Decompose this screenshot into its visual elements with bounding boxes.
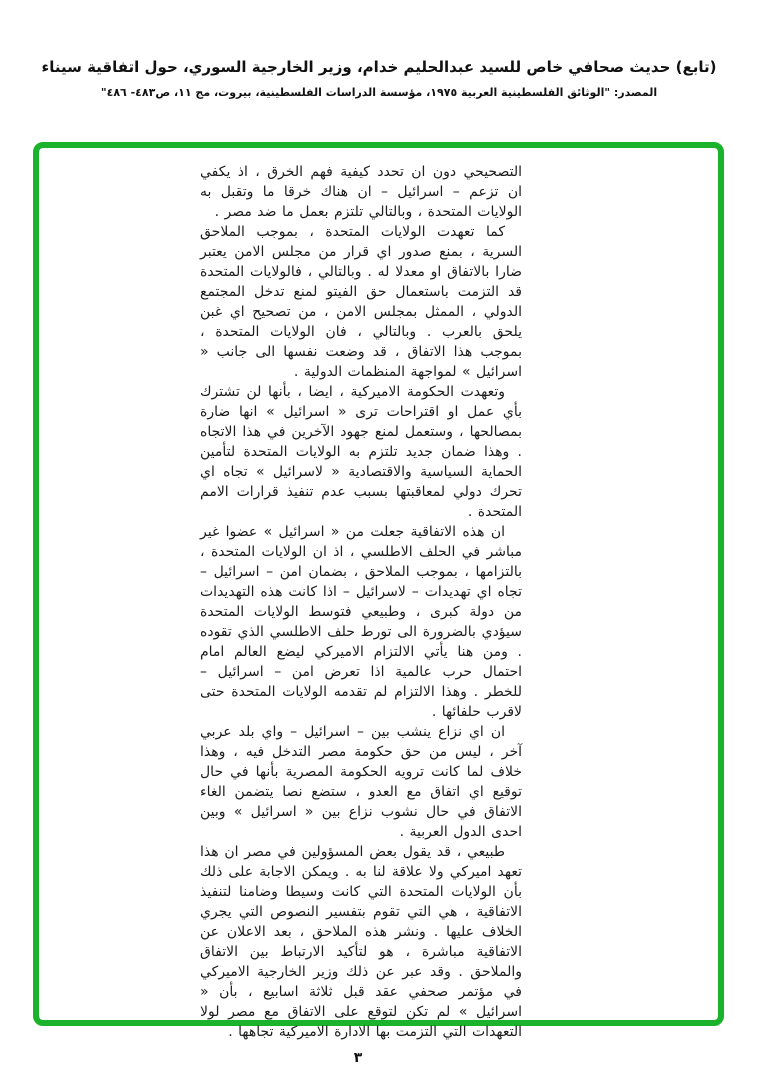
page-number: ٣ — [353, 1050, 363, 1066]
paragraph: كما تعهدت الولايات المتحدة ، بموجب الملاحق السرية ، بمنع صدور اي قرار من مجلس الامن يعتبر ضارا بالاتفاق او معدلا له . وبالتالي ، فالولايات المتحدة قد التزمت باستعمال حق الفيتو لمنع تدخل المجتمع الدولي ، الممثل بمجلس الامن ، من تصحيح اي غبن يلحق بالعرب . وبالتالي ، فان الولايات المتحدة ، بموجب هذا الاتفاق ، قد وضعت نفسها الى جانب « اسرائيل » لمواجهة المنظمات الدولية . — [200, 224, 522, 380]
paragraph: طبيعي ، قد يقول بعض المسؤولين في مصر ان هذا تعهد اميركي ولا علاقة لنا به . ويمكن الاجابة على ذلك بأن الولايات المتحدة التي كانت وسيطا وضامنا لتنفيذ الاتفاقية ، هي التي تقوم بتفسير النصوص التي يجري الخلاف عليها . ونشر هذه الملاحق ، بعد الاعلان عن الاتفاقية مباشرة ، هو لتأكيد الارتباط بين الاتفاق والملاحق . وقد عبر عن ذلك وزير الخارجية الاميركي في مؤتمر صحفي عقد قبل ثلاثة اسابيع ، بأن « اسرائيل » لم تكن لتوقع على الاتفاق مع مصر لولا التعهدات التي التزمت بها الادارة الاميركية تجاهها . — [200, 844, 522, 1040]
document-title: (تابع) حديث صحافي خاص للسيد عبدالحليم خدام، وزير الخارجية السوري، حول اتفاقية سيناء — [41, 58, 717, 76]
paragraph: ان هذه الاتفاقية جعلت من « اسرائيل » عضوا غير مباشر في الحلف الاطلسي ، اذ ان الولايات المتحدة ، بالتزامها ، بموجب الملاحق ، بضمان امن – اسرائيل – تجاه اي تهديدات – لاسرائيل – اذا كانت هذه التهديدات من دولة كبرى ، وطبيعي فتوسط الولايات المتحدة سيؤدي بالضرورة الى تورط حلف الاطلسي الذي تقوده . ومن هنا يأتي الالتزام الاميركي ليضع العالم امام احتمال حرب عالمية اذا تعرض امن – اسرائيل – للخطر . وهذا الالتزام لم تقدمه الولايات المتحدة حتى لاقرب حلفائها . — [200, 524, 522, 720]
paragraph-continuation: التصحيحي دون ان تحدد كيفية فهم الخرق ، اذ يكفي ان تزعم – اسرائيل – ان هناك خرقا ما وتقبل به الولايات المتحدة ، وبالتالي تلتزم بعمل ما ضد مصر . — [200, 164, 522, 220]
paragraph: ان اي نزاع ينشب بين – اسرائيل – واي بلد عربي آخر ، ليس من حق حكومة مصر التدخل فيه ، وهذا خلاف لما كانت ترويه الحكومة المصرية بأنها في حال توقيع اي اتفاق مع العدو ، ستضع نصا يتضمن الغاء الاتفاق في حال نشوب نزاع بين « اسرائيل » وبين احدى الدول العربية . — [200, 724, 522, 840]
paragraph: وتعهدت الحكومة الاميركية ، ايضا ، بأنها لن تشترك بأي عمل او اقتراحات ترى « اسرائيل » انها ضارة بمصالحها ، وستعمل لمنع جهود الآخرين في هذا الاتجاه . وهذا ضمان جديد تلتزم به الولايات المتحدة لتأمين الحماية السياسية والاقتصادية « لاسرائيل » تجاه اي تحرك دولي لمعاقبتها بسبب عدم تنفيذ قرارات الامم المتحدة . — [200, 384, 522, 520]
article-text-column — [200, 162, 522, 1042]
document-source-line: المصدر: "الوثائق الفلسطينية العربية ١٩٧٥، مؤسسة الدراسات الفلسطينية، بيروت، مج ١١، ص٤٨٣- ٤٨٦" — [100, 86, 658, 99]
document-header — [0, 56, 758, 100]
